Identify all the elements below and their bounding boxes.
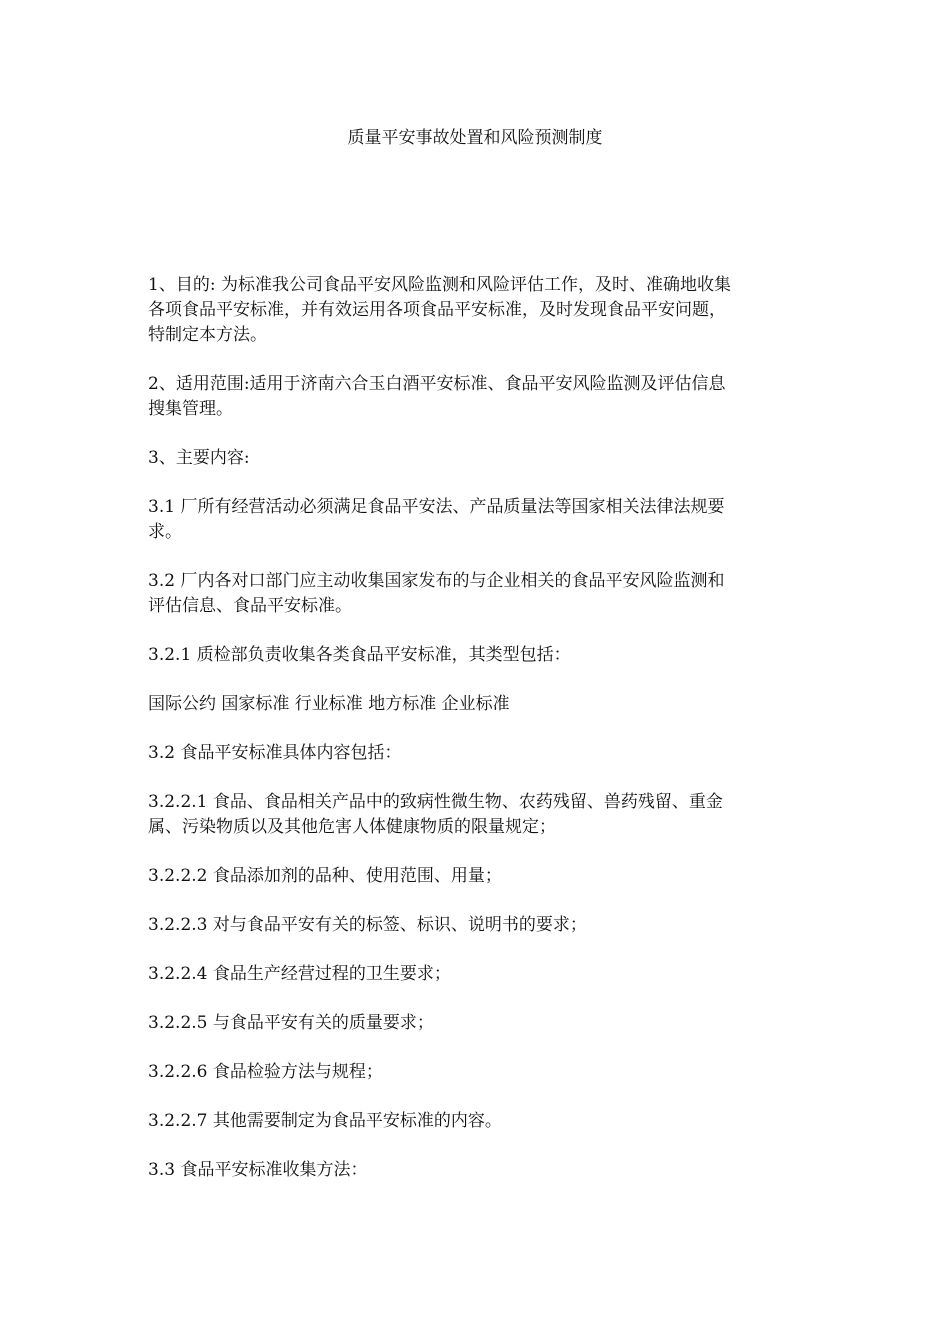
paragraph-3-2: 3.2 厂内各对口部门应主动收集国家发布的与企业相关的食品平安风险监测和 评估信息、食品平安标准。 (148, 571, 725, 616)
paragraph-3-3: 3.3 食品平安标准收集方法： (148, 1160, 368, 1180)
paragraph-3-2-2-4: 3.2.2.4 食品生产经营过程的卫生要求； (148, 964, 451, 984)
paragraph-scope: 2、适用范围:适用于济南六合玉白酒平安标准、食品平安风险监测及评估信息 搜集管理。 (148, 374, 726, 419)
paragraph-3-2-2-7: 3.2.2.7 其他需要制定为食品平安标准的内容。 (148, 1111, 502, 1131)
paragraph-3-2-2-2: 3.2.2.2 食品添加剂的品种、使用范围、用量； (148, 866, 502, 886)
paragraph-3-2-2-3: 3.2.2.3 对与食品平安有关的标签、标识、说明书的要求； (148, 915, 587, 935)
document-title: 质量平安事故处置和风险预测制度 (347, 128, 603, 148)
paragraph-3-2-1: 3.2.1 质检部负责收集各类食品平安标准，其类型包括： (148, 645, 571, 665)
paragraph-3-1: 3.1 厂所有经营活动必须满足食品平安法、产品质量法等国家相关法律法规要 求。 (148, 497, 725, 542)
paragraph-3-2-2-5: 3.2.2.5 与食品平安有关的质量要求； (148, 1013, 434, 1033)
paragraph-standard-types: 国际公约 国家标准 行业标准 地方标准 企业标准 (148, 694, 510, 714)
paragraph-3-2-content: 3.2 食品平安标准具体内容包括： (148, 743, 402, 763)
paragraph-purpose: 1、目的: 为标准我公司食品平安风险监测和风险评估工作，及时、准确地收集 各项食品平安标准，并有效运用各项食品平安标准，及时发现食品平安问题， 特制定本方法。 (148, 275, 731, 345)
document-body (148, 273, 808, 1207)
paragraph-main-content-heading: 3、主要内容: (148, 448, 250, 468)
paragraph-3-2-2-1: 3.2.2.1 食品、食品相关产品中的致病性微生物、农药残留、兽药残留、重金 属、污染物质以及其他危害人体健康物质的限量规定； (148, 792, 723, 837)
paragraph-3-2-2-6: 3.2.2.6 食品检验方法与规程； (148, 1062, 383, 1082)
